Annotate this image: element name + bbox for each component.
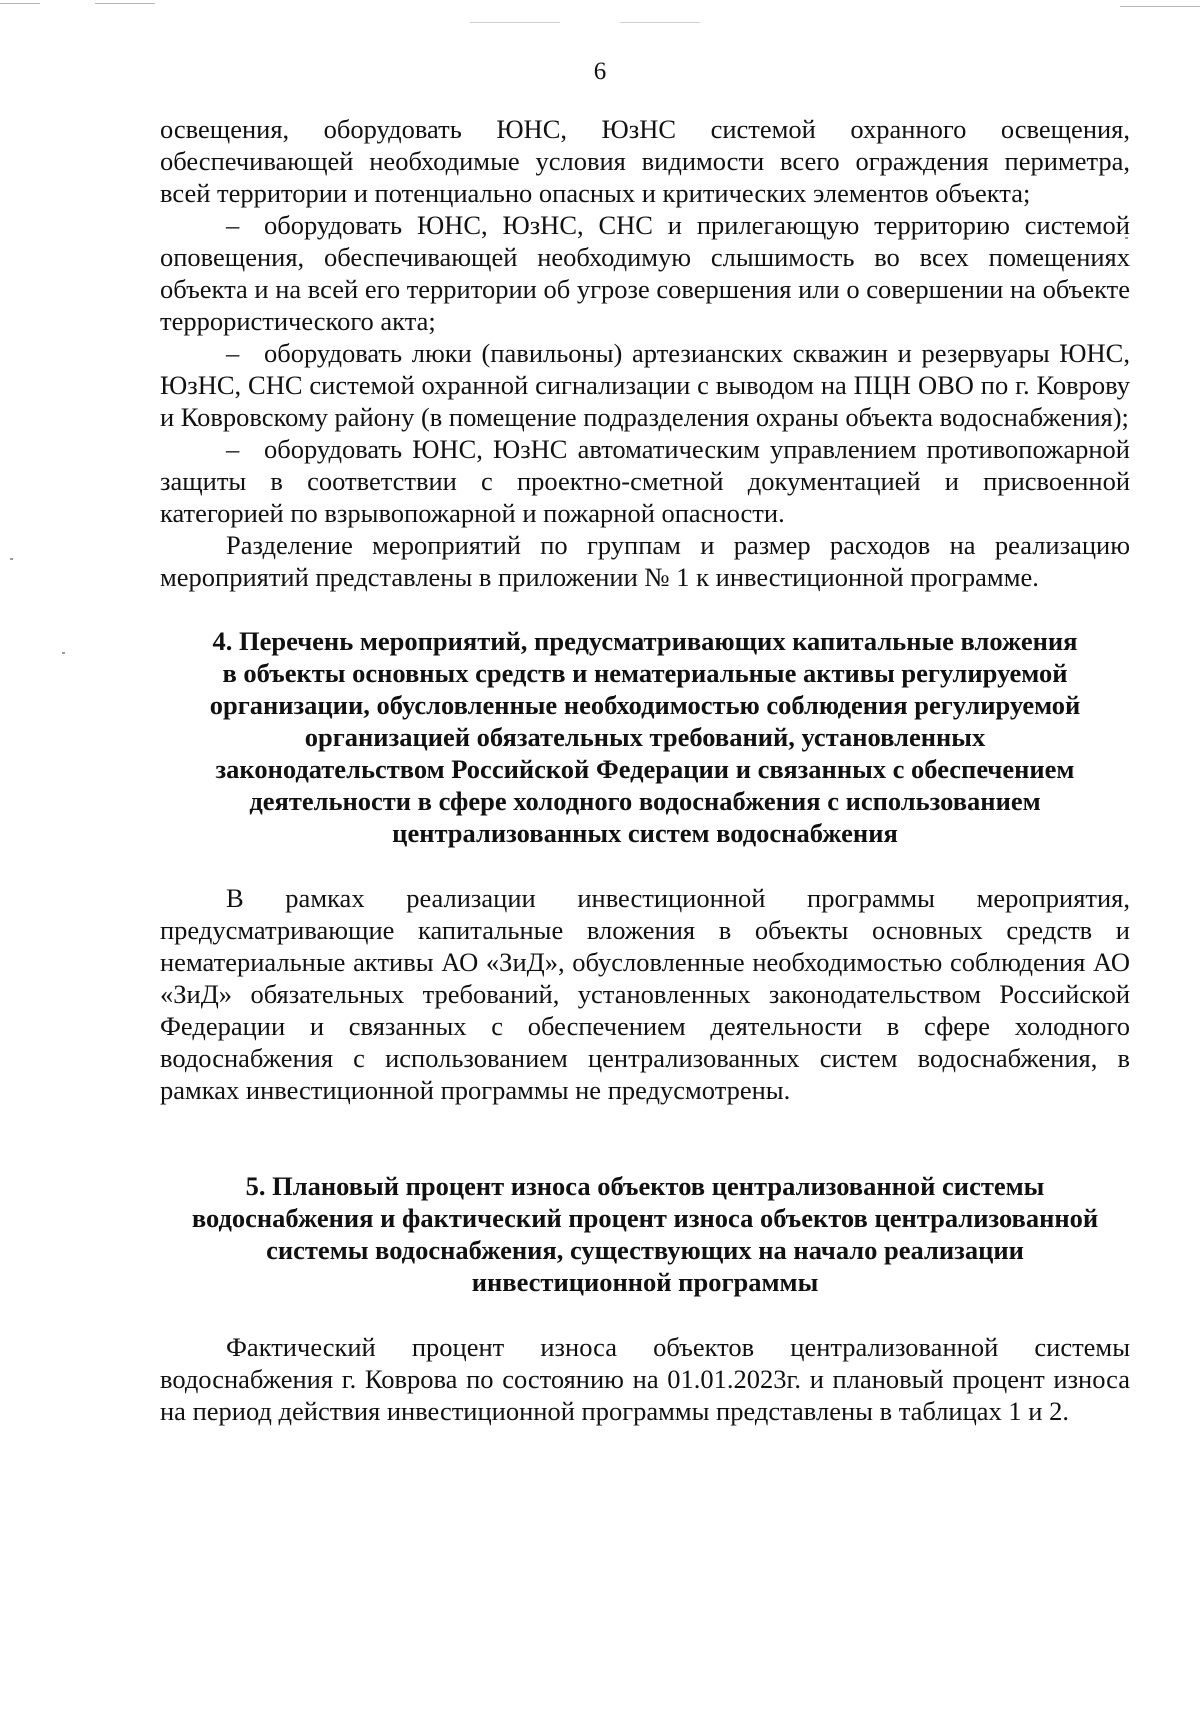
list-item	[160, 209, 1130, 337]
heading-line: деятельности в сфере холодного водоснабжения с использованием	[249, 786, 1041, 816]
heading-line: организации, обусловленные необходимостью соблюдения регулируемой	[209, 690, 1081, 720]
scan-line	[1120, 6, 1200, 7]
list-item-text: оборудовать ЮНС, ЮзНС автоматическим управлением противопожарной защиты в соответствии с проектно-сметной документацией и присвоенной категорией по взрывопожарной и пожарной опасности.	[160, 434, 1130, 528]
scan-line	[470, 22, 560, 23]
scan-line	[620, 22, 700, 23]
document-body	[160, 113, 1130, 1427]
dash-marker: –	[226, 434, 240, 464]
paragraph: освещения, оборудовать ЮНС, ЮзНС системой охранного освещения, обеспечивающей необходимые условия видимости всего ограждения периметра, всей территории и потенциально опасных и критических элементов объекта;	[160, 114, 1130, 208]
heading-line: 5. Плановый процент износа объектов централизованной системы	[245, 1171, 1045, 1201]
paragraph: Разделение мероприятий по группам и размер расходов на реализацию мероприятий представлены в приложении № 1 к инвестиционной программе.	[160, 530, 1130, 592]
scan-line	[95, 3, 155, 4]
heading-line: в объекты основных средств и нематериальные активы регулируемой	[222, 658, 1068, 688]
section-4-body: В рамках реализации инвестиционной программы мероприятия, предусматривающие капитальные вложения в объекты основных средств и нематериальные активы АО «ЗиД», обусловленные необходимостью соблюдения АО «ЗиД» обязательных требований, установленных законодательством Российской Федерации и связанных с обеспечением деятельности в сфере холодного водоснабжения с использованием централизованных систем водоснабжения, в рамках инвестиционной программы не предусмотрены.	[160, 883, 1130, 1105]
list-item	[160, 337, 1130, 433]
scan-line	[0, 3, 40, 4]
page-number: 6	[593, 58, 607, 85]
section-5-heading	[165, 1170, 1125, 1298]
heading-line: 4. Перечень мероприятий, предусматривающих капитальные вложения	[212, 626, 1078, 656]
heading-line: организацией обязательных требований, установленных	[304, 722, 986, 752]
heading-line: системы водоснабжения, существующих на начало реализации	[266, 1235, 1024, 1265]
heading-line: законодательством Российской Федерации и связанных с обеспечением	[215, 754, 1075, 784]
section-5-body: Фактический процент износа объектов централизованной системы водоснабжения г. Коврова по состоянию на 01.01.2023г. и плановый процент износа на период действия инвестиционной программы представлены в таблицах 1 и 2.	[160, 1332, 1130, 1426]
list-item	[160, 433, 1130, 529]
scan-dot	[62, 652, 65, 654]
heading-line: инвестиционной программы	[471, 1267, 819, 1297]
section-4-heading	[165, 625, 1125, 849]
list-item-text: оборудовать люки (павильоны) артезианских скважин и резервуары ЮНС, ЮзНС, СНС системой охранной сигнализации с выводом на ПЦН ОВО по г. Коврову и Ковровскому району (в помещение подразделения охраны объекта водоснабжения);	[160, 338, 1130, 432]
dash-marker: –	[226, 210, 240, 240]
heading-line: централизованных систем водоснабжения	[392, 818, 898, 848]
list-item-text: оборудовать ЮНС, ЮзНС, СНС и прилегающую территорию системой оповещения, обеспечивающей необходимую слышимость во всех помещениях объекта и на всей его территории об угрозе совершения или о совершении на объекте террористического акта;	[160, 210, 1130, 336]
dash-marker: –	[226, 338, 240, 368]
heading-line: водоснабжения и фактический процент износа объектов централизованной	[191, 1203, 1099, 1233]
scan-dot	[10, 558, 13, 560]
